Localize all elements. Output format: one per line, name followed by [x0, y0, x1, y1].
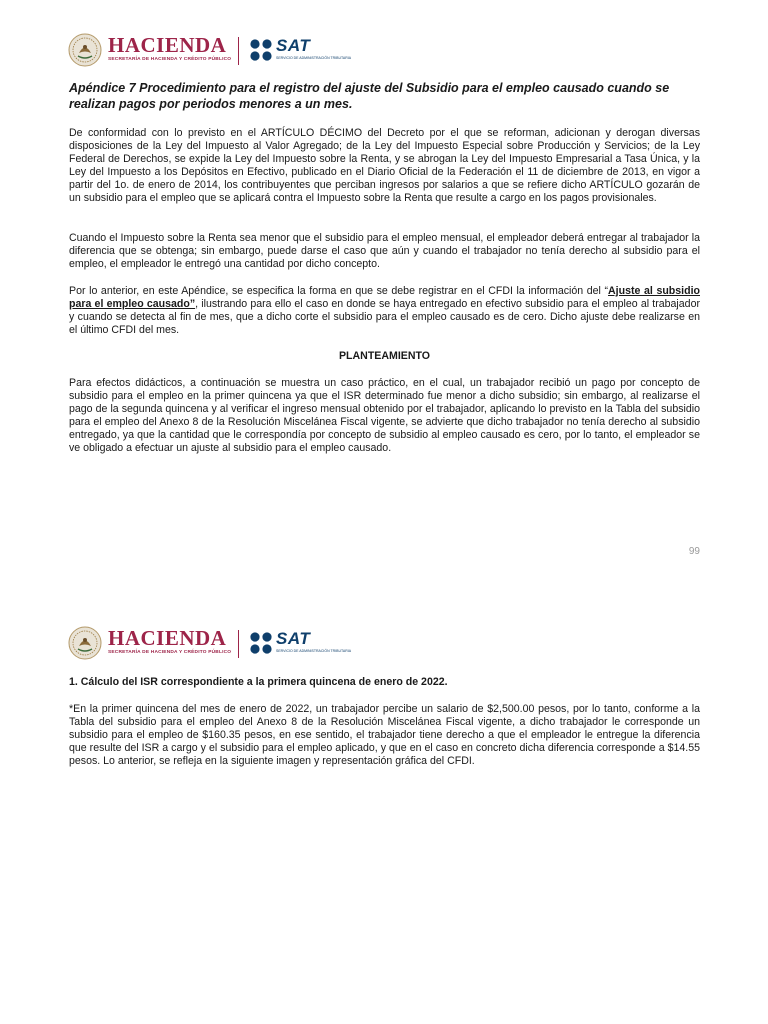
paragraph-case-study: Para efectos didácticos, a continuación se muestra un caso práctico, en el cual, un trabajador recibió un pago por concepto de subsidio para el empleo en la primer quincena ya que el ISR determinado fue menor a dicho subsidio; sin embargo, al realizarse el pago de la segunda quincena y al verificar el ingreso mensual obtenido por el trabajador, aplicando lo previsto en la Tabla del subsidio para el empleo del Anexo 8 de la Resolución Miscelánea Fiscal vigente, se advierte que dicho trabajador no tenía derecho al subsidio entregado, ya que la cantidad que le correspondía por concepto de subsidio al empleo causado es cero, por lo tanto, el empleador se ve obligado a efectuar un ajuste al subsidio para el empleo causado. [69, 377, 700, 455]
hacienda-name: HACIENDA [108, 626, 227, 650]
sat-mark-icon [249, 38, 273, 62]
paragraph-first-fortnight: *En la primer quincena del mes de enero de 2022, un trabajador percibe un salario de $2,500.00 pesos, por lo tanto, conforme a la Tabla del subsidio para el empleo del Anexo 8 de la Resolución Miscelánea Fiscal vigente, a dicho trabajador le corresponde un subsidio para el empleo de $160.35 pesos, en ese sentido, el trabajador tiene derecho a que el empleador le entregue la diferencia que resulte del ISR a cargo y el subsidio para el empleo aplicado, y que en el caso en concreto dicha diferencia corresponde a $14.55 pesos. Lo anterior, se refleja en la siguiente imagen y representación gráfica del CFDI. [69, 703, 700, 768]
sat-logo [276, 37, 351, 60]
ajuste-subsidio-link[interactable]: Ajuste al subsidio para el empleo causado” [69, 285, 700, 311]
sat-name: SAT [276, 36, 311, 55]
page-header [68, 624, 358, 664]
appendix-title: Apéndice 7 Procedimiento para el registro del ajuste del Subsidio para el empleo causado cuando se realizan pagos por periodos menores a un mes. [69, 81, 670, 111]
page-number: 99 [688, 546, 700, 557]
paragraph-text-before: Por lo anterior, en este Apéndice, se especifica la forma en que se debe registrar en el CFDI la información del “ [69, 285, 609, 297]
section-heading-planteamiento: PLANTEAMIENTO [338, 350, 431, 362]
logo-divider [238, 630, 239, 658]
hacienda-logo [108, 34, 231, 62]
paragraph-cfdi-registration [69, 285, 700, 337]
mexico-coat-of-arms-icon [68, 33, 102, 67]
sat-name: SAT [276, 629, 311, 648]
paragraph-isr-less-than-subsidy: Cuando el Impuesto sobre la Renta sea menor que el subsidio para el empleo mensual, el empleador deberá entregar al trabajador la diferencia que se obtenga; sin embargo, puede darse el caso que aún y cuando el trabajador no tenía derecho al subsidio para el empleo, el empleador le entregó una cantidad por dicho concepto. [69, 232, 700, 271]
page-header [68, 31, 358, 71]
document-page-2 [0, 600, 768, 1024]
hacienda-name: HACIENDA [108, 33, 227, 57]
sat-subtitle: SERVICIO DE ADMINISTRACIÓN TRIBUTARIA [276, 649, 352, 653]
hacienda-subtitle: SECRETARÍA DE HACIENDA Y CRÉDITO PÚBLICO [108, 57, 232, 62]
hacienda-subtitle: SECRETARÍA DE HACIENDA Y CRÉDITO PÚBLICO [108, 650, 232, 655]
mexico-coat-of-arms-icon [68, 626, 102, 660]
hacienda-logo [108, 627, 231, 655]
sat-subtitle: SERVICIO DE ADMINISTRACIÓN TRIBUTARIA [276, 56, 352, 60]
sat-logo [276, 630, 351, 653]
paragraph-text-after: , ilustrando para ello el caso en donde se haya entregado en efectivo subsidio para el empleo al trabajador y cuando se detecta al fin de mes, que a dicho corte el subsidio para el empleo causado es de cero. Dicho ajuste debe realizarse en el último CFDI del mes. [69, 298, 700, 337]
section-heading-isr-calculation: 1. Cálculo del ISR correspondiente a la primera quincena de enero de 2022. [69, 676, 448, 688]
page-break [0, 580, 768, 600]
sat-mark-icon [249, 631, 273, 655]
logo-divider [238, 37, 239, 65]
paragraph-legal-basis: De conformidad con lo previsto en el ARTÍCULO DÉCIMO del Decreto por el que se reforman, adicionan y derogan diversas disposiciones de la Ley del Impuesto al Valor Agregado; de la Ley del Impuesto Especial sobre Producción y Servicios; de la Ley Federal de Derechos, se expide la Ley del Impuesto sobre la Renta, y se abrogan la Ley del Impuesto Empresarial a Tasa Única, y la Ley del Impuesto a los Depósitos en Efectivo, publicado en el Diario Oficial de la Federación el 11 de diciembre de 2013, en vigor a partir del 1o. de enero de 2014, los contribuyentes que perciban ingresos por salarios a que se refiere dicho ARTÍCULO gozarán de un subsidio para el empleo que se aplicará contra el Impuesto sobre la Renta que resulte a cargo en los pagos provisionales. [69, 127, 700, 205]
